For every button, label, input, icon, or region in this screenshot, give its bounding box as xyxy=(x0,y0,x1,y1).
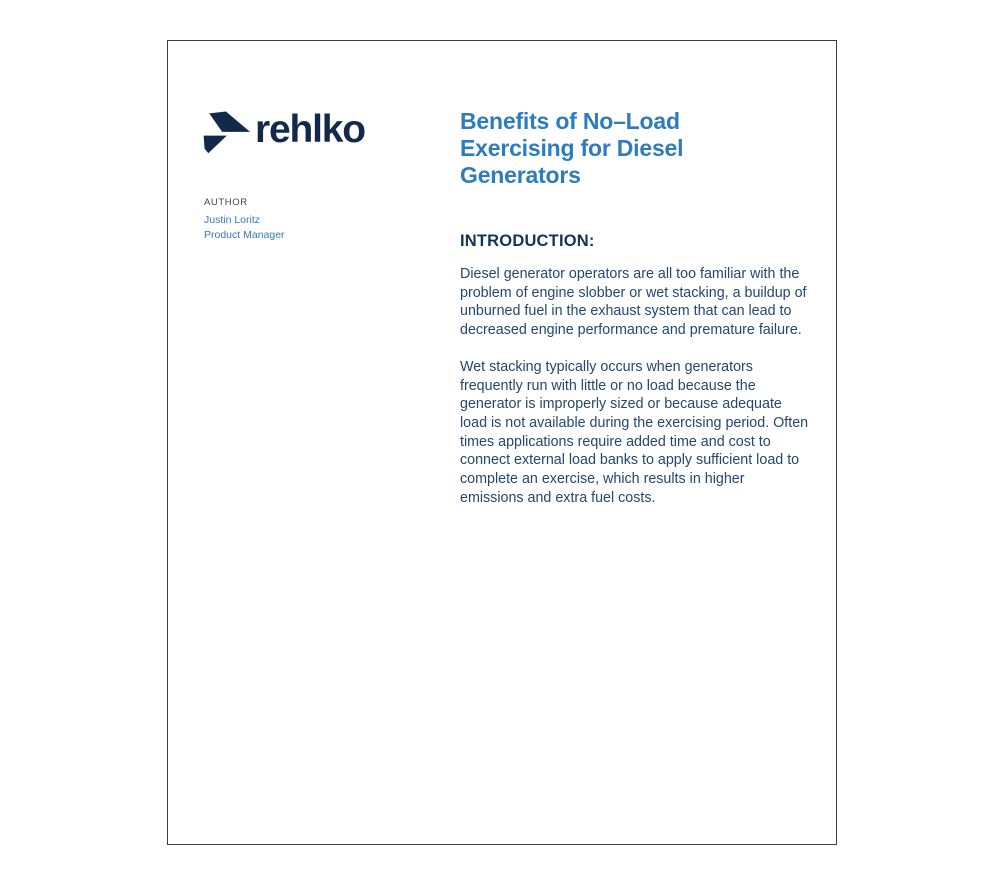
brand-logo xyxy=(199,107,365,155)
author-label: AUTHOR xyxy=(204,197,248,208)
article-column xyxy=(460,108,812,507)
author-block xyxy=(204,197,285,242)
article-body xyxy=(460,265,812,507)
brand-wordmark: rehlko xyxy=(255,107,365,151)
paragraph: Wet stacking typically occurs when generators frequently run with little or no load because the generator is improperly sized or because adequate load is not available during the exercising period. Often times applications require added time and cost to connect external load banks to apply sufficient load to complete an exercise, which results in higher emissions and extra fuel costs. xyxy=(460,358,809,506)
section-heading: INTRODUCTION: xyxy=(460,232,595,250)
article-title: Benefits of No–Load Exercising for Diesel Generators xyxy=(460,108,684,188)
rehlko-mark-icon xyxy=(199,107,251,155)
paragraph: Diesel generator operators are all too familiar with the problem of engine slobber or wet stacking, a buildup of unburned fuel in the exhaust system that can lead to decreased engine performance and premature failure. xyxy=(460,266,807,339)
author-role: Product Manager xyxy=(204,228,285,241)
author-name: Justin Loritz xyxy=(204,214,261,226)
document-page xyxy=(167,40,837,845)
